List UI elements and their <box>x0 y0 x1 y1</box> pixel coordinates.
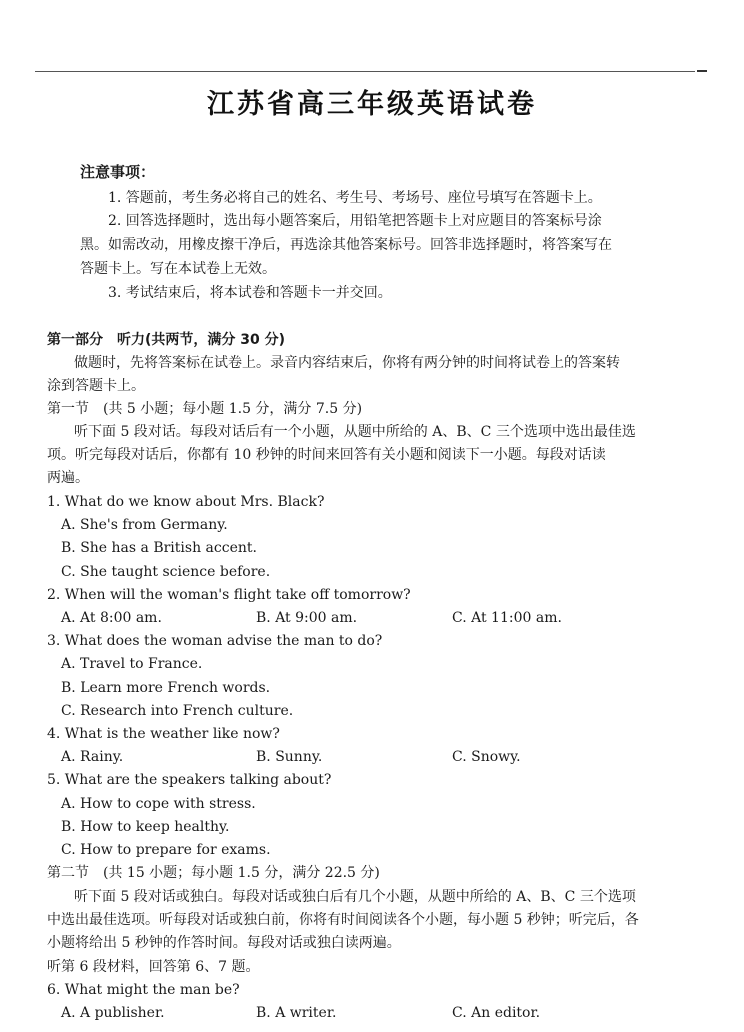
option-c: C. How to prepare for exams. <box>61 842 271 858</box>
section2-intro-line: 听下面 5 段对话或独白。每段对话或独白后有几个小题，从题中所给的 A、B、C 三个选项 <box>74 889 636 905</box>
option-c: C. Research into French culture. <box>61 703 294 719</box>
option-b: B. She has a British accent. <box>61 540 257 556</box>
material-instruction: 听第 6 段材料，回答第 6、7 题。 <box>47 959 260 975</box>
question-stem: 1. What do we know about Mrs. Black? <box>47 494 325 510</box>
section2-intro-line: 小题将给出 5 秒钟的作答时间。每段对话或独白读两遍。 <box>47 935 401 951</box>
option-b: B. Learn more French words. <box>61 680 271 696</box>
section1-intro-line: 两遍。 <box>47 470 89 486</box>
notice-line: 答题卡上。写在本试卷上无效。 <box>80 261 276 277</box>
section2-heading: 第二节 (共 15 小题；每小题 1.5 分，满分 22.5 分) <box>47 865 380 881</box>
notice-line: 黑。如需改动，用橡皮擦干净后，再选涂其他答案标号。回答非选择题时，将答案写在 <box>80 237 612 253</box>
option-b: B. At 9:00 am. <box>256 610 358 626</box>
option-c: C. Snowy. <box>452 749 521 765</box>
question-stem: 5. What are the speakers talking about? <box>47 772 332 788</box>
header-rule-mark <box>697 70 707 72</box>
part1-intro-line: 做题时，先将答案标在试卷上。录音内容结束后，你将有两分钟的时间将试卷上的答案转 <box>74 355 620 371</box>
option-b: B. How to keep healthy. <box>61 819 230 835</box>
option-a: A. At 8:00 am. <box>61 610 162 626</box>
header-rule <box>35 71 695 72</box>
exam-title: 江苏省高三年级英语试卷 <box>207 89 537 120</box>
option-a: A. She's from Germany. <box>61 517 228 533</box>
option-a: A. Travel to France. <box>61 656 203 672</box>
notice-line: 3. 考试结束后，将本试卷和答题卡一并交回。 <box>108 285 392 301</box>
question-stem: 3. What does the woman advise the man to do? <box>47 633 383 649</box>
notice-heading: 注意事项： <box>80 163 156 181</box>
question-stem: 2. When will the woman's flight take off tomorrow? <box>47 587 411 603</box>
option-a: A. A publisher. <box>61 1005 165 1021</box>
notice-line: 1. 答题前，考生务必将自己的姓名、考生号、考场号、座位号填写在答题卡上。 <box>108 190 602 206</box>
part1-heading: 第一部分 听力(共两节，满分 30 分) <box>47 332 286 348</box>
option-b: B. A writer. <box>256 1005 337 1021</box>
option-a: A. Rainy. <box>61 749 124 765</box>
notice-line: 2. 回答选择题时，选出每小题答案后，用铅笔把答题卡上对应题目的答案标号涂 <box>108 213 602 229</box>
section1-intro-line: 项。听完每段对话后，你都有 10 秒钟的时间来回答有关小题和阅读下一小题。每段对话读 <box>47 447 606 463</box>
section1-heading: 第一节 (共 5 小题；每小题 1.5 分，满分 7.5 分) <box>47 401 363 417</box>
option-c: C. At 11:00 am. <box>452 610 562 626</box>
section2-intro-line: 中选出最佳选项。听每段对话或独白前，你将有时间阅读各个小题，每小题 5 秒钟；听完后，各 <box>47 912 639 928</box>
option-c: C. An editor. <box>452 1005 541 1021</box>
question-stem: 4. What is the weather like now? <box>47 726 280 742</box>
question-stem: 6. What might the man be? <box>47 982 240 998</box>
option-c: C. She taught science before. <box>61 564 271 580</box>
part1-intro-line: 涂到答题卡上。 <box>47 378 145 394</box>
option-a: A. How to cope with stress. <box>61 796 256 812</box>
section1-intro-line: 听下面 5 段对话。每段对话后有一个小题，从题中所给的 A、B、C 三个选项中选出最佳选 <box>74 424 636 440</box>
option-b: B. Sunny. <box>256 749 323 765</box>
